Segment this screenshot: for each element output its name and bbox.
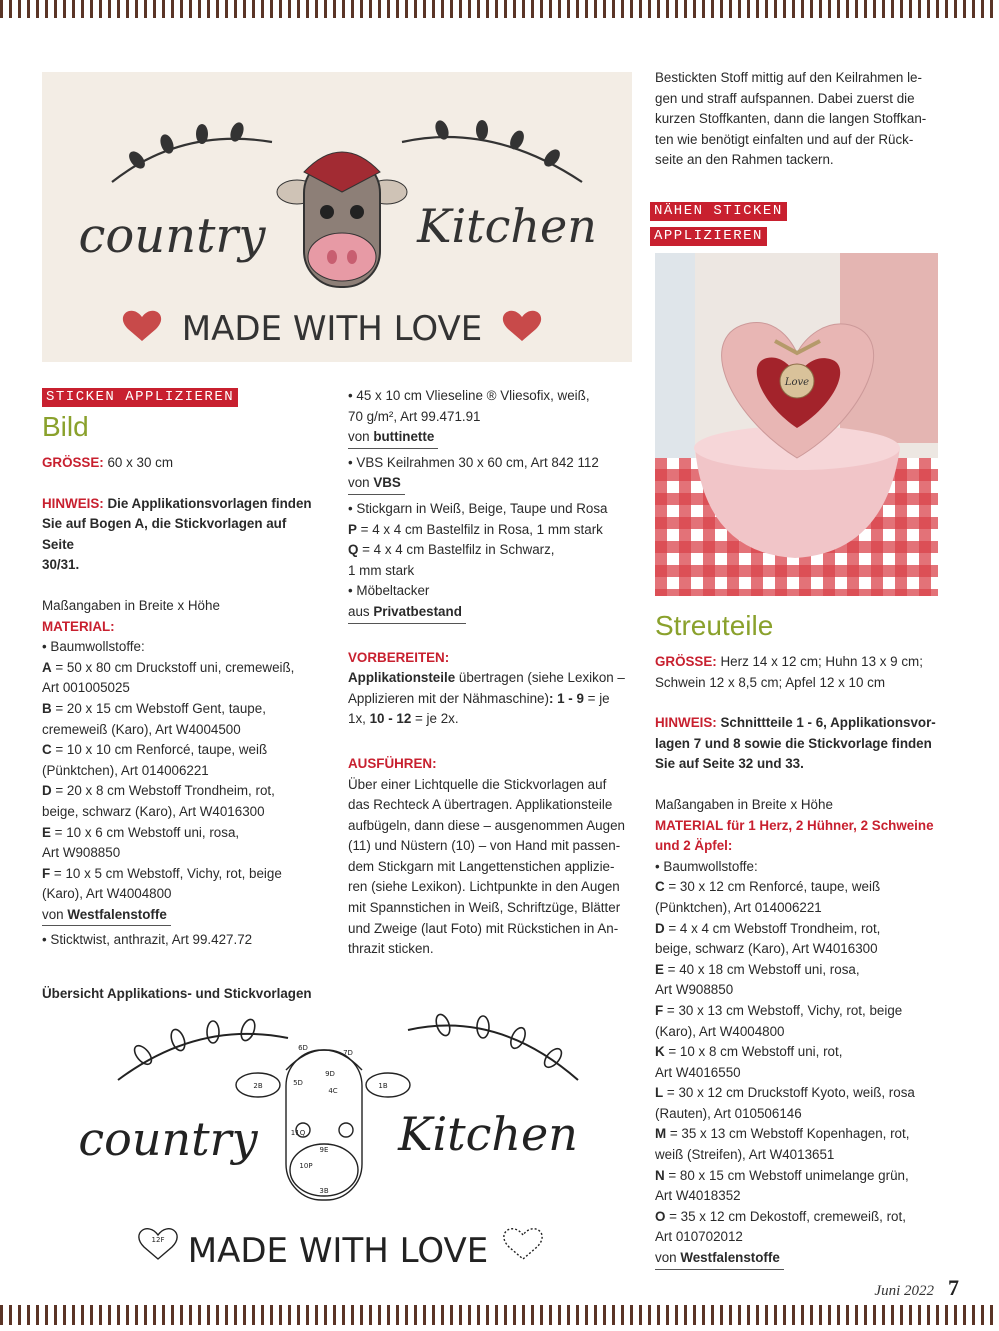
- item-text: = 30 x 12 cm Renforcé, taupe, weiß: [664, 879, 881, 895]
- tag-naehen: [650, 201, 787, 221]
- item-key: E: [42, 824, 51, 840]
- von-text: von: [348, 475, 374, 491]
- item-key: C: [42, 742, 52, 758]
- overview-heading-text: Übersicht Applikations- und Stickvorlagen: [42, 986, 312, 1001]
- text-line: Bestickten Stoff mittig auf den Keilrahmen le-: [655, 70, 922, 85]
- vlies-text: • 45 x 10 cm Vlieseline ® Vliesofix, weiß,: [348, 388, 590, 403]
- groesse-value: Herz 14 x 12 cm; Huhn 13 x 9 cm;: [716, 654, 923, 669]
- hinweis-text: lagen 7 und 8 sowie die Stickvorlage finden: [655, 735, 932, 751]
- vbs-text: • VBS Keilrahmen 30 x 60 cm, Art 842 112: [348, 454, 599, 470]
- groesse-value: 60 x 30 cm: [103, 455, 173, 470]
- masse-text: Maßangaben in Breite x Höhe: [655, 796, 833, 812]
- ausf-text: thrazit sticken.: [348, 941, 434, 957]
- hinweis-label: HINWEIS:: [42, 495, 104, 511]
- cow-appliqué: [277, 152, 407, 287]
- pattern-label: 1B: [378, 1082, 388, 1090]
- item-text: = 10 x 10 cm Renforcé, taupe, weiß: [51, 742, 268, 758]
- item-text: (Karo), Art W4004800: [42, 886, 172, 902]
- pattern-label: 9E: [319, 1146, 329, 1154]
- groesse-label: GRÖSSE:: [42, 455, 104, 470]
- pattern-label: 9D: [325, 1070, 335, 1078]
- pattern-label: 10P: [299, 1162, 313, 1170]
- sticktwist-text: • Sticktwist, anthrazit, Art 99.427.72: [42, 932, 253, 948]
- item-text: = 10 x 5 cm Webstoff, Vichy, rot, beige: [50, 865, 282, 881]
- source-vbs: [348, 473, 405, 495]
- item-text: = 30 x 12 cm Druckstoff Kyoto, weiß, rosa: [663, 1085, 915, 1101]
- heart-left-icon: [123, 311, 161, 341]
- item-key: D: [655, 920, 665, 936]
- item-text: = 80 x 15 cm Webstoff unimelange grün,: [664, 1167, 909, 1183]
- item-key: B: [42, 700, 52, 716]
- baumwolle-text: • Baumwollstoffe:: [655, 858, 758, 874]
- ausf-text: mit Spannstichen in Weiß, Schriftzüge, Blätter: [348, 900, 621, 916]
- kitchen-outline-script: Kitchen: [398, 1107, 578, 1161]
- source-buttinette: [348, 427, 438, 449]
- item-text: = 4 x 4 cm Bastelfilz in Schwarz,: [358, 542, 555, 558]
- item-key: A: [42, 659, 52, 675]
- item-text: cremeweiß (Karo), Art W4004500: [42, 721, 241, 737]
- heart-right-icon: [503, 311, 541, 341]
- vorb-bold: 10 - 12: [369, 711, 412, 727]
- tag-sticken-applizieren: STICKEN APPLIZIEREN: [42, 388, 238, 407]
- kitchen-script: Kitchen: [417, 199, 597, 253]
- pattern-label: 11Q: [290, 1129, 306, 1137]
- item-text: beige, schwarz (Karo), Art W4016300: [655, 941, 878, 957]
- overview-heading: [42, 984, 442, 1005]
- love-label: Love: [784, 377, 810, 388]
- item-text: = 35 x 13 cm Webstoff Kopenhagen, rot,: [666, 1126, 910, 1142]
- text-line: seite an den Rahmen tackern.: [655, 152, 834, 168]
- item-text: = 10 x 8 cm Webstoff uni, rot,: [664, 1044, 843, 1060]
- source-name: buttinette: [373, 429, 435, 445]
- heart-bowl-photo: [655, 253, 938, 596]
- tag-label: APPLIZIEREN: [650, 227, 767, 246]
- vorb-text: = je: [583, 690, 610, 706]
- ausfuehren-label: AUSFÜHREN:: [348, 755, 437, 771]
- item-key: K: [655, 1044, 665, 1060]
- vorb-bold: Applikationsteile: [348, 670, 456, 686]
- footer-month: Juni 2022: [874, 1283, 934, 1299]
- ausf-text: das Rechteck A übertragen. Applikationsteile: [348, 797, 613, 813]
- text-line: kurzen Stoffkanten, dann die langen Stoffkan-: [655, 111, 927, 127]
- middle-section: [348, 386, 638, 960]
- item-key: P: [348, 521, 357, 537]
- source-westfalenstoffe: [42, 905, 171, 927]
- item-text: Art 010702012: [655, 1229, 743, 1245]
- material-label: MATERIAL für 1 Herz, 2 Hühner, 2 Schweine: [655, 817, 934, 833]
- ausf-text: ren (siehe Lexikon). Lichtpunkte in den Augen: [348, 879, 620, 895]
- item-text: = 20 x 15 cm Webstoff Gent, taupe,: [51, 700, 266, 716]
- bild-section: [42, 386, 322, 951]
- hinweis-label: HINWEIS:: [655, 715, 717, 731]
- overview-pattern-drawing: [58, 1010, 618, 1280]
- right-intro-text: [655, 68, 955, 171]
- von-text: von: [655, 1250, 681, 1266]
- pattern-label: 3B: [319, 1187, 329, 1195]
- item-key: F: [42, 865, 51, 881]
- ausf-text: aufbügeln, dann diese – ausgenommen Augen: [348, 817, 625, 833]
- item-text: = 4 x 4 cm Bastelfilz in Rosa, 1 mm stark: [356, 521, 603, 537]
- hinweis-text: Die Applikationsvorlagen finden: [103, 495, 312, 511]
- tag-label: NÄHEN STICKEN: [650, 202, 787, 221]
- tacker-text: • Möbeltacker: [348, 583, 430, 599]
- item-key: F: [655, 1002, 664, 1018]
- top-stripe-border: [0, 0, 999, 18]
- item-text: = 35 x 12 cm Dekostoff, cremeweiß, rot,: [665, 1208, 906, 1224]
- item-key: Q: [348, 542, 359, 558]
- item-key: C: [655, 879, 665, 895]
- pattern-label: 2B: [253, 1082, 263, 1090]
- item-text: = 30 x 13 cm Webstoff, Vichy, rot, beige: [663, 1002, 903, 1018]
- source-name: Westfalenstoffe: [680, 1250, 780, 1266]
- vorb-text: übertragen (siehe Lexikon –: [455, 670, 625, 686]
- page-footer: [874, 1275, 959, 1301]
- item-text: (Karo), Art W4004800: [655, 1023, 785, 1039]
- vorb-bold: : 1 - 9: [548, 690, 584, 706]
- item-key: L: [655, 1085, 664, 1101]
- vorb-text: Applizieren mit der Nähmaschine): [348, 690, 549, 706]
- country-script: country: [78, 208, 266, 264]
- streuteile-section: [655, 606, 955, 1270]
- item-text: beige, schwarz (Karo), Art W4016300: [42, 803, 265, 819]
- source-name: Westfalenstoffe: [67, 906, 167, 922]
- item-text: Art 001005025: [42, 680, 130, 696]
- pattern-label: 12F: [151, 1236, 165, 1244]
- pattern-label: 5D: [293, 1079, 303, 1087]
- embroidery-photo: [42, 72, 632, 362]
- vorbereiten-label: VORBEREITEN:: [348, 649, 450, 665]
- bottom-stripe-border: [0, 1305, 999, 1325]
- item-text: Art W908850: [655, 982, 734, 998]
- made-with-love-outline: MADE WITH LOVE: [187, 1231, 489, 1271]
- pattern-label: 4C: [328, 1087, 338, 1095]
- source-privatbestand: [348, 602, 466, 624]
- text-line: ten wie benötigt einfalten und auf der Rück-: [655, 131, 914, 147]
- item-text: = 50 x 80 cm Druckstoff uni, cremeweiß,: [51, 659, 295, 675]
- groesse-label: GRÖSSE:: [655, 654, 717, 669]
- source-name: Privatbestand: [373, 603, 462, 619]
- von-text: von: [348, 429, 374, 445]
- aus-text: aus: [348, 603, 374, 619]
- item-text: Art W908850: [42, 845, 121, 861]
- item-text: 1 mm stark: [348, 562, 415, 578]
- item-text: = 20 x 8 cm Webstoff Trondheim, rot,: [51, 783, 275, 799]
- item-text: weiß (Streifen), Art W4013651: [655, 1147, 835, 1163]
- hinweis-text: Sie auf Bogen A, die Stickvorlagen auf Seite: [42, 516, 287, 552]
- item-text: = 10 x 6 cm Webstoff uni, rosa,: [50, 824, 240, 840]
- von-text: von: [42, 906, 68, 922]
- item-text: = 40 x 18 cm Webstoff uni, rosa,: [663, 961, 860, 977]
- hinweis-text: 30/31.: [42, 557, 80, 573]
- vorb-text: 1x,: [348, 711, 370, 727]
- item-text: Art W4016550: [655, 1064, 741, 1080]
- baumwolle-text: • Baumwollstoffe:: [42, 639, 145, 655]
- vorb-text: = je 2x.: [411, 711, 459, 727]
- material-label: MATERIAL:: [42, 618, 115, 634]
- pattern-label: 6D: [298, 1044, 308, 1052]
- text-line: gen und straff aufspannen. Dabei zuerst die: [655, 90, 915, 106]
- hinweis-text: Sie auf Seite 32 und 33.: [655, 756, 804, 772]
- item-text: (Pünktchen), Art 014006221: [655, 899, 822, 915]
- item-text: Art W4018352: [655, 1188, 741, 1204]
- source-name: VBS: [373, 475, 401, 491]
- item-key: O: [655, 1208, 666, 1224]
- bild-title: Bild: [42, 411, 89, 442]
- ausf-text: (11) und Nüstern (10) – von Hand mit passen-: [348, 838, 621, 854]
- item-key: M: [655, 1126, 667, 1142]
- ausf-text: Über einer Lichtquelle die Stickvorlagen auf: [348, 776, 607, 792]
- source-westfalenstoffe: [655, 1248, 784, 1270]
- item-text: (Pünktchen), Art 014006221: [42, 762, 209, 778]
- made-with-love-text: MADE WITH LOVE: [181, 309, 483, 349]
- ausf-text: und Zweige (laut Foto) mit Rückstichen in An-: [348, 920, 619, 936]
- item-text: (Rauten), Art 010506146: [655, 1105, 802, 1121]
- hinweis-text: Schnittteile 1 - 6, Applikationsvor-: [716, 715, 936, 731]
- streuteile-title: Streuteile: [655, 610, 774, 641]
- ausf-text: dem Stickgarn mit Langettenstichen applizie-: [348, 858, 615, 874]
- item-key: E: [655, 961, 664, 977]
- page-number: 7: [948, 1275, 959, 1300]
- masse-text: Maßangaben in Breite x Höhe: [42, 597, 220, 613]
- item-key: D: [42, 783, 52, 799]
- tag-applizieren: [650, 226, 767, 246]
- country-outline-script: country: [78, 1112, 258, 1166]
- garn-text: • Stickgarn in Weiß, Beige, Taupe und Rosa: [348, 500, 608, 516]
- pattern-label: 7D: [343, 1049, 353, 1057]
- item-key: N: [655, 1167, 665, 1183]
- vlies-text: 70 g/m², Art 99.471.91: [348, 408, 481, 424]
- material-label: und 2 Äpfel:: [655, 838, 733, 854]
- item-text: = 4 x 4 cm Webstoff Trondheim, rot,: [664, 920, 881, 936]
- groesse-value: Schwein 12 x 8,5 cm; Apfel 12 x 10 cm: [655, 674, 885, 690]
